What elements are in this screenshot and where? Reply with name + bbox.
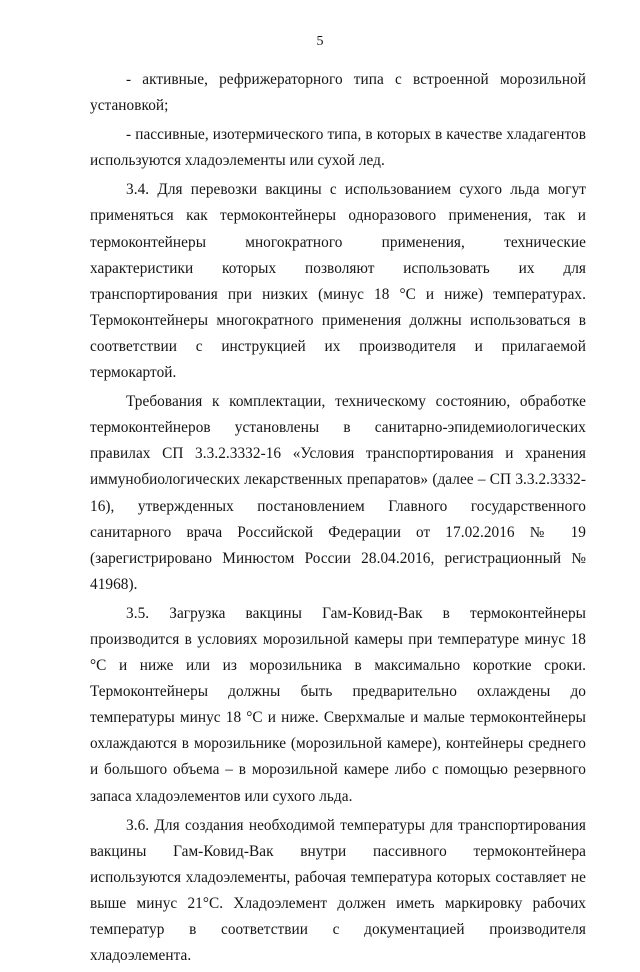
paragraph-passive-containers: - пассивные, изотермического типа, в которых в качестве хладагентов используются хладоэлементы или сухой лед. xyxy=(90,126,586,170)
document-body xyxy=(90,67,586,972)
paragraph-section-3-5: 3.5. Загрузка вакцины Гам-Ковид-Вак в термоконтейнеры производится в условиях морозильной камеры при температуре минус 18 °С и ниже или из морозильника в максимально короткие сроки. Термоконтейнеры должны быть предварительно охлаждены до температуры минус 18 °С и ниже. Сверхмалые и малые термоконтейнеры охлаждаются в морозильнике (морозильной камере), контейнеры среднего и большого объема – в морозильной камере либо с помощью резервного запаса хладоэлементов или сухого льда. xyxy=(90,604,586,805)
paragraph-section-3-6: 3.6. Для создания необходимой температуры для транспортирования вакцины Гам-Ковид-Вак внутри пассивного термоконтейнера используются хладоэлементы, рабочая температура которых составляет не выше минус 21°С. Хладоэлемент должен иметь маркировку рабочих температур в соответствии с документацией производителя хладоэлемента. xyxy=(90,816,586,965)
page-number: 5 xyxy=(316,34,324,49)
paragraph-section-3-4: 3.4. Для перевозки вакцины с использованием сухого льда могут применяться как термоконтейнеры одноразового применения, так и термоконтейнеры многократного применения, технические характеристики которых позволяют использовать их для транспортирования при низких (минус 18 °С и ниже) температурах. Термоконтейнеры многократного применения должны использоваться в соответствии с инструкцией их производителя и прилагаемой термокартой. xyxy=(90,181,586,382)
paragraph-container-requirements: Требования к комплектации, техническому состоянию, обработке термоконтейнеров установлены в санитарно-эпидемиологических правилах СП 3.3.2.3332-16 «Условия транспортирования и хранения иммунобиологических лекарственных препаратов» (далее – СП 3.3.2.3332-16), утвержденных постановлением Главного государственного санитарного врача Российской Федерации от 17.02.2016 № 19 (зарегистрировано Минюстом России 28.04.2016, регистрационный № 41968). xyxy=(90,393,586,593)
paragraph-active-containers: - активные, рефрижераторного типа с встроенной морозильной установкой; xyxy=(90,71,586,115)
